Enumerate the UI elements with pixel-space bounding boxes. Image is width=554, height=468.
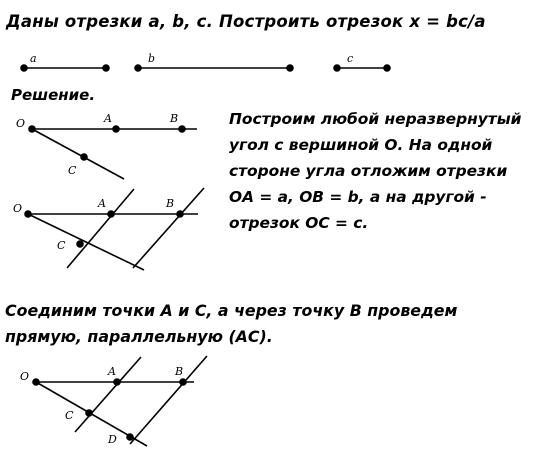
label-point-b: B xyxy=(170,112,179,125)
step1-line: угол с вершиной О. На одной xyxy=(229,136,493,154)
label-point-c: C xyxy=(68,164,77,177)
step1-line: стороне угла отложим отрезки xyxy=(229,162,508,180)
step1-line: ОА = a, ОВ = b, а на другой - xyxy=(229,188,487,206)
solution-heading: Решение. xyxy=(11,86,96,104)
label-point-o: O xyxy=(16,117,26,130)
label-segment-a: a xyxy=(30,52,37,65)
task-statement: Даны отрезки a, b, c. Построить отрезок x = bc/a xyxy=(6,12,486,31)
label-point-a: A xyxy=(98,197,106,210)
step2-line: Соединим точки А и С, а через точку В проведем xyxy=(5,301,458,320)
step2-line: прямую, параллельную (АС). xyxy=(5,327,273,346)
label-point-b: B xyxy=(166,197,175,210)
label-point-o: O xyxy=(13,202,23,215)
segment-a xyxy=(21,65,109,71)
label-point-c: C xyxy=(57,239,66,252)
label-point-c: C xyxy=(65,409,74,422)
figure-angle-step1 xyxy=(29,126,197,179)
label-point-b: B xyxy=(175,365,184,378)
segment-c xyxy=(334,65,390,71)
label-point-a: A xyxy=(108,365,116,378)
figure-parallel-lines xyxy=(25,188,204,270)
label-point-a: A xyxy=(104,112,112,125)
step1-line: Построим любой неразвернутый xyxy=(229,110,522,128)
label-point-o: O xyxy=(20,370,30,383)
segment-b xyxy=(135,65,293,71)
step1-line: отрезок ОС = c. xyxy=(229,214,369,232)
label-point-d: D xyxy=(108,433,117,446)
label-segment-b: b xyxy=(148,52,156,65)
label-segment-c: c xyxy=(347,52,354,65)
